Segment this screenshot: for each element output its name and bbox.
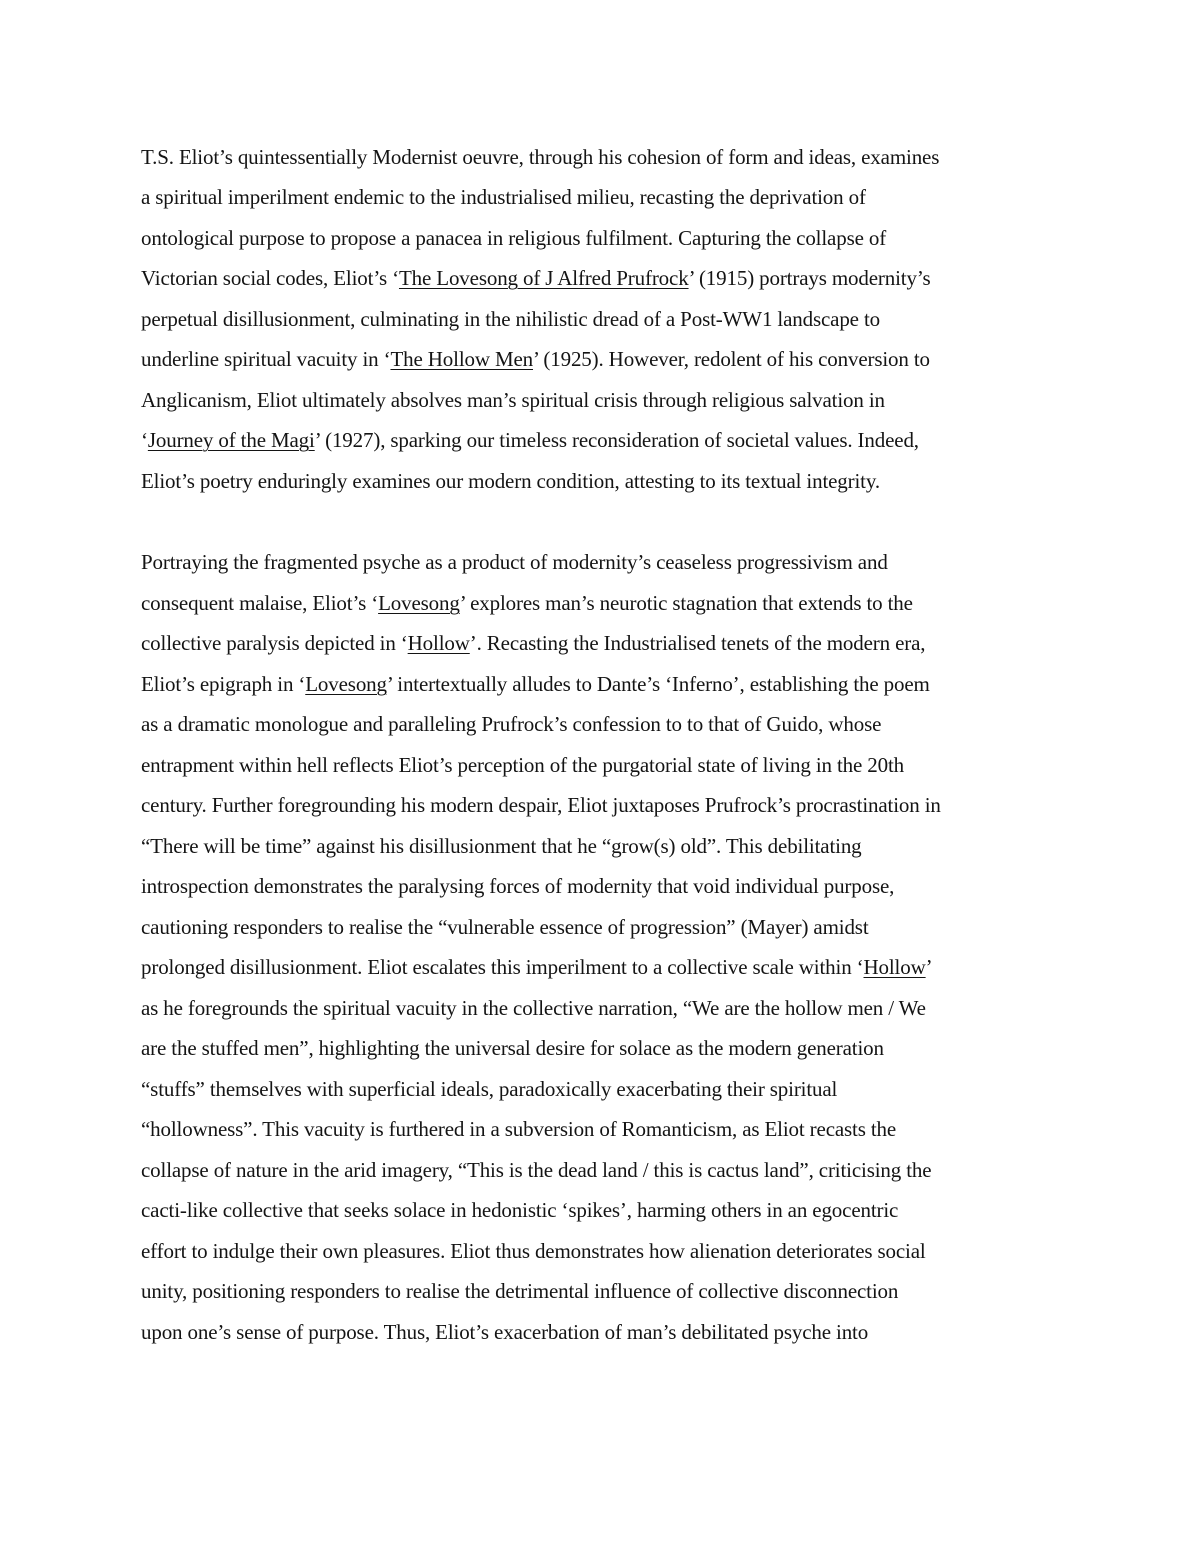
- text-line: “stuffs” themselves with superficial ideals, paradoxically exacerbating their spiritual: [141, 1077, 838, 1101]
- text-line: as he foregrounds the spiritual vacuity in the collective narration, “We are the hollow men / We: [141, 996, 926, 1020]
- text-line: T.S. Eliot’s quintessentially Modernist oeuvre, through his cohesion of form and ideas, examines: [141, 145, 940, 169]
- underlined-title: Journey of the Magi: [147, 428, 315, 452]
- text-line: century. Further foregrounding his modern despair, Eliot juxtaposes Prufrock’s procrastination in: [141, 793, 941, 817]
- text-line: cacti-like collective that seeks solace in hedonistic ‘spikes’, harming others in an egocentric: [141, 1198, 899, 1222]
- underlined-title: Lovesong: [305, 672, 387, 696]
- text-line: collective paralysis depicted in ‘Hollow’. Recasting the Industrialised tenets of the modern era,: [141, 631, 926, 655]
- underlined-title: Hollow: [407, 631, 470, 655]
- underlined-title: The Hollow Men: [390, 347, 534, 371]
- text-line: introspection demonstrates the paralysing forces of modernity that void individual purpose,: [141, 874, 895, 898]
- text-line: are the stuffed men”, highlighting the universal desire for solace as the modern generation: [141, 1036, 884, 1060]
- underlined-title: Hollow: [863, 955, 926, 979]
- text-line: perpetual disillusionment, culminating in the nihilistic dread of a Post-WW1 landscape to: [141, 307, 880, 331]
- text-line: collapse of nature in the arid imagery, “This is the dead land / this is cactus land”, criticising the: [141, 1158, 932, 1182]
- text-line: underline spiritual vacuity in ‘The Hollow Men’ (1925). However, redolent of his conversion to: [141, 347, 930, 371]
- text-line: ontological purpose to propose a panacea in religious fulfilment. Capturing the collapse of: [141, 226, 887, 250]
- text-line: Eliot’s epigraph in ‘Lovesong’ intertextually alludes to Dante’s ‘Inferno’, establishing the poem: [141, 672, 930, 696]
- text-line: a spiritual imperilment endemic to the industrialised milieu, recasting the deprivation of: [141, 185, 866, 209]
- text-line: consequent malaise, Eliot’s ‘Lovesong’ explores man’s neurotic stagnation that extends to the: [141, 591, 913, 615]
- text-line: “hollowness”. This vacuity is furthered in a subversion of Romanticism, as Eliot recasts the: [141, 1117, 897, 1141]
- text-line: ‘Journey of the Magi’ (1927), sparking our timeless reconsideration of societal values. Indeed,: [141, 428, 919, 452]
- text-line: entrapment within hell reflects Eliot’s perception of the purgatorial state of living in the 20th: [141, 753, 905, 777]
- text-line: Portraying the fragmented psyche as a product of modernity’s ceaseless progressivism and: [141, 550, 888, 574]
- text-line: as a dramatic monologue and paralleling Prufrock’s confession to to that of Guido, whose: [141, 712, 882, 736]
- text-line: Eliot’s poetry enduringly examines our modern condition, attesting to its textual integrity.: [141, 469, 880, 493]
- text-line: Anglicanism, Eliot ultimately absolves man’s spiritual crisis through religious salvation in: [141, 388, 885, 412]
- text-line: “There will be time” against his disillusionment that he “grow(s) old”. This debilitating: [141, 834, 862, 858]
- text-line: effort to indulge their own pleasures. Eliot thus demonstrates how alienation deteriorates social: [141, 1239, 926, 1263]
- text-line: prolonged disillusionment. Eliot escalates this imperilment to a collective scale within ‘Hollow’: [141, 955, 933, 979]
- underlined-title: Lovesong: [378, 591, 460, 615]
- text-line: upon one’s sense of purpose. Thus, Eliot’s exacerbation of man’s debilitated psyche into: [141, 1320, 869, 1344]
- text-line: cautioning responders to realise the “vulnerable essence of progression” (Mayer) amidst: [141, 915, 869, 939]
- text-line: unity, positioning responders to realise the detrimental influence of collective disconnection: [141, 1279, 899, 1303]
- underlined-title: The Lovesong of J Alfred Prufrock: [398, 266, 689, 290]
- text-line: Victorian social codes, Eliot’s ‘The Lovesong of J Alfred Prufrock’ (1915) portrays modernity’s: [141, 266, 931, 290]
